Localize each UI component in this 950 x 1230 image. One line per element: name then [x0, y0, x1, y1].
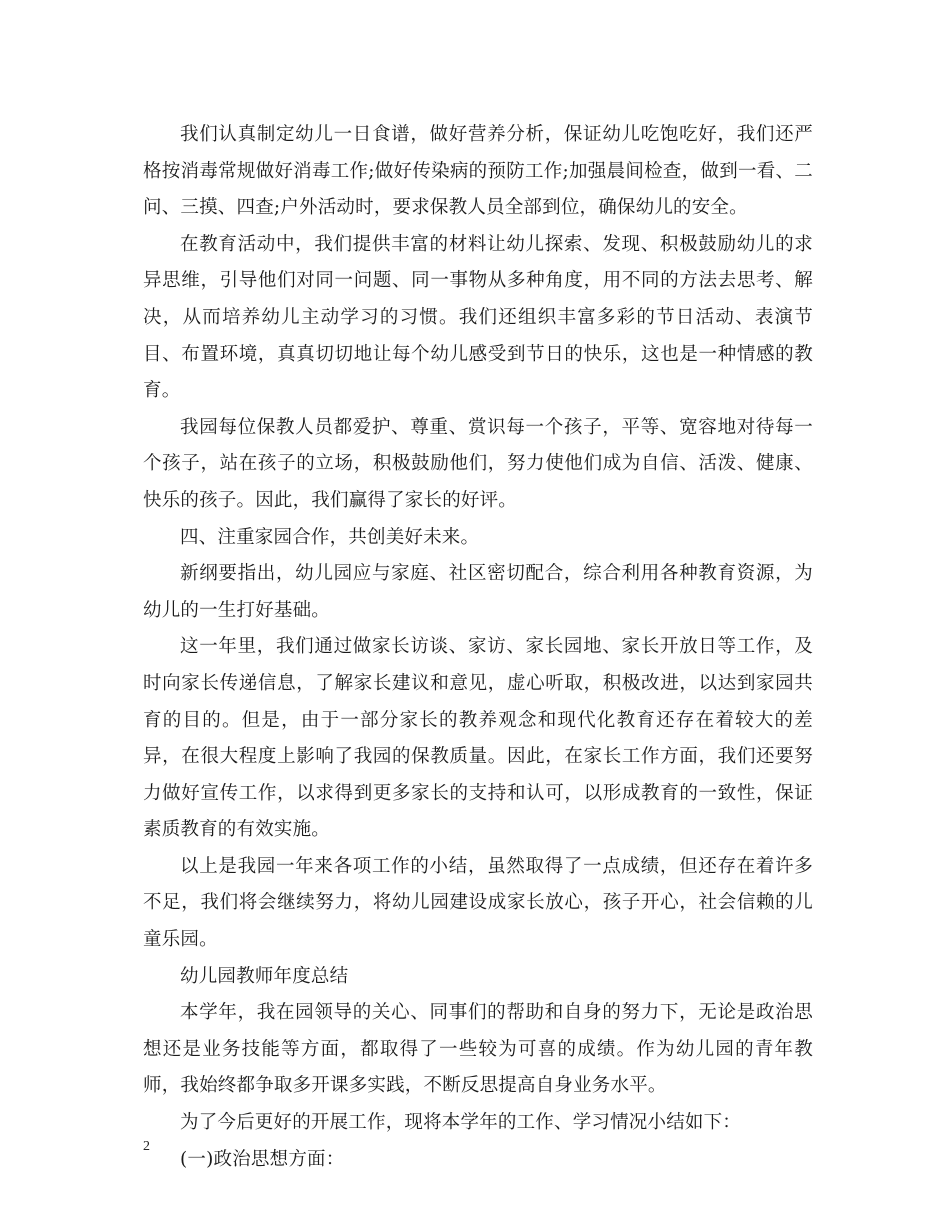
paragraph-summary: 以上是我园一年来各项工作的小结，虽然取得了一点成绩，但还存在着许多不足，我们将会继续努力，将幼儿园建设成家长放心，孩子开心，社会信赖的儿童乐园。	[143, 855, 813, 951]
page-number: 2	[143, 1139, 150, 1154]
paragraph-respect-children: 我园每位保教人员都爱护、尊重、赏识每一个孩子，平等、宽容地对待每一个孩子，站在孩子的立场，积极鼓励他们，努力使他们成为自信、活泼、健康、快乐的孩子。因此，我们赢得了家长的好评。	[143, 416, 813, 511]
subheading-political-thought: (一)政治思想方面：	[180, 1148, 345, 1170]
paragraph-education-activities: 在教育活动中，我们提供丰富的材料让幼儿探索、发现、积极鼓励幼儿的求异思维，引导他们对同一问题、同一事物从多种角度，用不同的方法去思考、解决，从而培养幼儿主动学习的习惯。我们还组织丰富多彩的节日活动、表演节目、布置环境，真真切切地让每个幼儿感受到节日的快乐，这也是一种情感的教育。	[143, 233, 813, 402]
section-title-teacher-summary: 幼儿园教师年度总结	[180, 965, 349, 987]
section-heading-home-cooperation: 四、注重家园合作，共创美好未来。	[180, 526, 480, 548]
paragraph-school-year: 本学年，我在园领导的关心、同事们的帮助和自身的努力下，无论是政治思想还是业务技能等方面，都取得了一些较为可喜的成绩。作为幼儿园的青年教师，我始终都争取多开课多实践，不断反思提高自身业务水平。	[143, 1002, 813, 1097]
paragraph-nutrition-hygiene: 我们认真制定幼儿一日食谱，做好营养分析，保证幼儿吃饱吃好，我们还严格按消毒常规做好消毒工作;做好传染病的预防工作;加强晨间检查，做到一看、二问、三摸、四查;户外活动时，要求保教人员全部到位，确保幼儿的安全。	[143, 124, 813, 219]
paragraph-parent-work: 这一年里，我们通过做家长访谈、家访、家长园地、家长开放日等工作，及时向家长传递信息，了解家长建议和意见，虚心听取，积极改进，以达到家园共育的目的。但是，由于一部分家长的教养观念和现代化教育还存在着较大的差异，在很大程度上影响了我园的保教质量。因此，在家长工作方面，我们还要努力做好宣传工作，以求得到更多家长的支持和认可，以形成教育的一致性，保证素质教育的有效实施。	[143, 636, 813, 841]
paragraph-intro-summary: 为了今后更好的开展工作，现将本学年的工作、学习情况小结如下：	[180, 1112, 742, 1134]
document-body	[143, 117, 813, 1178]
paragraph-new-guidelines: 新纲要指出，幼儿园应与家庭、社区密切配合，综合利用各种教育资源，为幼儿的一生打好基础。	[143, 563, 813, 621]
